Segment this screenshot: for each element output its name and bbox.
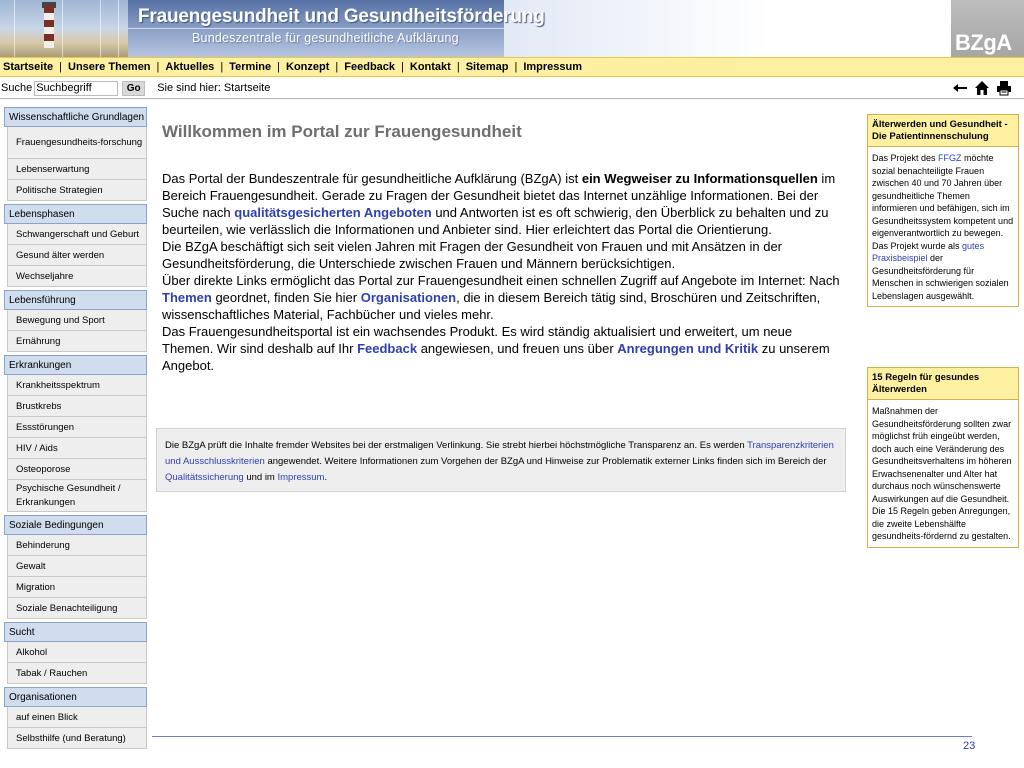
sidebar-head-erkrankungen[interactable]: Erkrankungen [4, 355, 147, 375]
nav-kontakt[interactable]: Kontakt [409, 61, 451, 73]
intro-paragraph [162, 170, 842, 238]
search-row [0, 78, 1024, 99]
sidebar-item-essstoerungen[interactable]: Essstörungen [7, 417, 147, 438]
nav-separator: | [220, 61, 224, 73]
text-span: der Gesundheitsförderung für Menschen in schwierigen sozialen Lebenslagen ausgewählt. [872, 253, 1009, 301]
sidebar-item-politische-strategien[interactable]: Politische Strategien [7, 180, 147, 201]
sidebar-item-selbsthilfe[interactable]: Selbsthilfe (und Beratung) [7, 728, 147, 749]
text-span: zu unserem Angebot. [162, 341, 830, 373]
page-number: 23 [963, 740, 976, 752]
sidebar-item-soziale-benachteiligung[interactable]: Soziale Benachteiligung [7, 598, 147, 619]
sidebar-item-brustkrebs[interactable]: Brustkrebs [7, 396, 147, 417]
text-span: Das Portal der Bundeszentrale für gesundheitliche Aufklärung (BZgA) ist [162, 171, 582, 186]
sidebar-item-behinderung[interactable]: Behinderung [7, 535, 147, 556]
sidebar-group-erkrankungen [4, 355, 147, 512]
site-subtitle: Bundeszentrale für gesundheitliche Aufklärung [192, 31, 459, 45]
text-span: angewendet. Weitere Informationen zum Vorgehen der BZgA und Hinweise zur Problematik externer Links finden sich im Bereich der [264, 456, 827, 467]
sidebar-group-lebensphasen [4, 204, 147, 287]
sidebar-item-schwangerschaft[interactable]: Schwangerschaft und Geburt [7, 224, 147, 245]
left-sidebar [4, 107, 147, 749]
sidebar-group-sucht [4, 622, 147, 684]
text-span: angewiesen, und freuen uns über [417, 341, 618, 356]
nav-impressum[interactable]: Impressum [523, 61, 583, 73]
sidebar-item-frauengesundheitsforschung[interactable]: Frauengesundheits-forschung [7, 127, 147, 159]
back-arrow-icon[interactable] [952, 80, 968, 96]
nav-startseite[interactable]: Startseite [3, 61, 54, 73]
sidebar-group-wissenschaft [4, 107, 147, 201]
header-banner [0, 0, 1024, 57]
sidebar-item-hiv-aids[interactable]: HIV / Aids [7, 438, 147, 459]
sidebar-head-soziale-bedingungen[interactable]: Soziale Bedingungen [4, 515, 147, 535]
link-gutes-praxisbeispiel[interactable]: gutes Praxisbeispiel [872, 240, 985, 263]
sidebar-item-krankheitsspektrum[interactable]: Krankheitsspektrum [7, 375, 147, 396]
sidebar-item-bewegung-und-sport[interactable]: Bewegung und Sport [7, 310, 147, 331]
teaser-box-title[interactable]: Älterwerden und Gesundheit - Die Patientinnenschulung [868, 115, 1018, 147]
link-anregungen-und-kritik[interactable]: Anregungen und Kritik [617, 341, 759, 356]
text-span: Das Projekt des [872, 153, 939, 163]
print-icon[interactable] [996, 80, 1012, 96]
nav-separator: | [456, 61, 460, 73]
header-grid-line [128, 28, 504, 29]
sidebar-item-wechseljahre[interactable]: Wechseljahre [7, 266, 147, 287]
sidebar-item-migration[interactable]: Migration [7, 577, 147, 598]
sidebar-item-ernaehrung[interactable]: Ernährung [7, 331, 147, 352]
go-button[interactable]: Go [122, 81, 145, 96]
nav-separator: | [401, 61, 404, 73]
text-span: Das Projekt wurde als [872, 240, 963, 251]
sidebar-head-lebensfuehrung[interactable]: Lebensführung [4, 290, 147, 310]
nav-unsere-themen[interactable]: Unsere Themen [68, 61, 151, 73]
link-themen[interactable]: Themen [162, 290, 212, 305]
teaser-box-title[interactable]: 15 Regeln für gesundes Älterwerden [868, 368, 1018, 400]
sidebar-head-wissenschaftliche-grundlagen[interactable]: Wissenschaftliche Grundlagen [4, 107, 147, 127]
teaser-box-15-regeln [867, 367, 1019, 548]
nav-separator: | [514, 61, 518, 73]
sidebar-item-alkohol[interactable]: Alkohol [7, 642, 147, 663]
text-span: und Antworten ist es oft schwierig, den Überblick zu behalten und zu beurteilen, wie verlässlich die Informationen und Anbieter sind. Hier erleichtert das Portal die Orientierung. [162, 205, 829, 237]
text-span: , die in diesem Bereich tätig sind, Broschüren und Zeitschriften, wissenschaftliches Material, Fachbücher und vieles mehr. [162, 290, 821, 322]
nav-termine[interactable]: Termine [229, 61, 272, 73]
main-content [162, 122, 842, 374]
top-navigation [0, 57, 1024, 77]
nav-separator: | [59, 61, 62, 73]
link-impressum[interactable]: Impressum [277, 472, 325, 483]
nav-separator: | [277, 61, 281, 73]
sidebar-item-gewalt[interactable]: Gewalt [7, 556, 147, 577]
sidebar-item-lebenserwartung[interactable]: Lebenserwartung [7, 159, 147, 180]
sidebar-item-gesund-aelter-werden[interactable]: Gesund älter werden [7, 245, 147, 266]
bzga-paragraph: Die BZgA beschäftigt sich seit vielen Jahren mit Fragen der Gesundheit von Frauen und mit Ansätzen in der Gesundheitsförderung, die Unterschiede zwischen Frauen und Männern berücksichtigen. [162, 239, 783, 271]
nav-separator: | [156, 61, 160, 73]
link-ffgz[interactable]: FFGZ [938, 153, 962, 163]
teaser-box-body: Maßnahmen der Gesundheitsförderung sollten zwar möglichst früh eingeübt werden, doch auch eine Veränderung des Gesundheitsverhaltens im höheren Erwachsenenalter und Alter hat durchaus noch wünschenswerte Auswirkungen auf die Gesundheit. Die 15 Regeln geben Anregungen, die zweite Lebenshälfte gesundheits-fördernd zu gestalten. [872, 406, 1012, 541]
home-icon[interactable] [974, 80, 990, 96]
text-span: und im [243, 472, 278, 483]
footer-divider [152, 736, 972, 737]
teaser-box-patientinnenschulung [867, 114, 1019, 307]
bzga-logo[interactable]: BZgA [955, 30, 1012, 55]
feedback-paragraph [162, 323, 842, 374]
sidebar-group-lebensfuehrung [4, 290, 147, 352]
text-span: Das Frauengesundheitsportal ist ein wachsendes Produkt. Es wird ständig aktualisiert und erweitert, um neue Themen. Wir sind deshalb auf Ihr [162, 324, 793, 356]
site-title: Frauengesundheit und Gesundheitsförderung [138, 6, 545, 27]
nav-aktuelles[interactable]: Aktuelles [165, 61, 215, 73]
sidebar-item-osteoporose[interactable]: Osteoporose [7, 459, 147, 480]
teaser-box-body [868, 147, 1018, 306]
text-span: möchte sozial benachteiligte Frauen zwischen 40 und 70 Jahren über gesundheitliche Themen informieren und befähigen, sich im Gesundheitssystem kompetent und eigenverantwortlich zu bewegen. [872, 153, 1014, 238]
link-organisationen[interactable]: Organisationen [360, 290, 457, 305]
sidebar-item-psychische-gesundheit[interactable]: Psychische Gesundheit / Erkrankungen [7, 480, 147, 512]
link-feedback[interactable]: Feedback [357, 341, 418, 356]
link-transparenzkriterien[interactable]: Transparenzkriterien und Ausschlusskriterien [165, 440, 834, 467]
header-stripes [0, 0, 128, 57]
link-policy-notice [156, 428, 846, 492]
sidebar-group-soziale-bedingungen [4, 515, 147, 619]
text-span: geordnet, finden Sie hier [211, 290, 361, 305]
search-label: Suche [1, 82, 33, 94]
nav-separator: | [335, 61, 339, 73]
nav-sitemap[interactable]: Sitemap [465, 61, 509, 73]
text-span: Die BZgA prüft die Inhalte fremder Websites bei der erstmaligen Verlinkung. Sie strebt hierbei höchstmögliche Transparenz an. Es werden [165, 440, 748, 451]
links-paragraph [162, 272, 842, 323]
nav-feedback[interactable]: Feedback [344, 61, 396, 73]
link-qualitaetsgesicherte-angebote[interactable]: qualitätsgesicherten Angeboten [234, 205, 432, 220]
sidebar-item-tabak-rauchen[interactable]: Tabak / Rauchen [7, 663, 147, 684]
sidebar-item-auf-einen-blick[interactable]: auf einen Blick [7, 707, 147, 728]
emphasis-wegweiser: ein Wegweiser zu Informationsquellen [581, 171, 818, 186]
link-qualitaetssicherung[interactable]: Qualitätssicherung [165, 472, 244, 483]
breadcrumb: Sie sind hier: Startseite [157, 82, 271, 94]
nav-konzept[interactable]: Konzept [286, 61, 330, 73]
sidebar-head-organisationen[interactable]: Organisationen [4, 687, 147, 707]
sidebar-group-organisationen [4, 687, 147, 749]
text-span: im Bereich Frauengesundheit. Gerade zu Fragen der Gesundheit bietet das Internet unzählige Informationen. Bei der Suche nach [162, 171, 836, 220]
sidebar-head-sucht[interactable]: Sucht [4, 622, 147, 642]
toolbar-icons [952, 80, 1012, 96]
page-title: Willkommen im Portal zur Frauengesundheit [162, 122, 522, 141]
text-span: . [324, 472, 328, 483]
search-input[interactable] [34, 81, 118, 96]
text-span: Über direkte Links ermöglicht das Portal zur Frauengesundheit einen schnellen Zugriff auf Angebote im Internet: Nach [162, 273, 840, 288]
sidebar-head-lebensphasen[interactable]: Lebensphasen [4, 204, 147, 224]
